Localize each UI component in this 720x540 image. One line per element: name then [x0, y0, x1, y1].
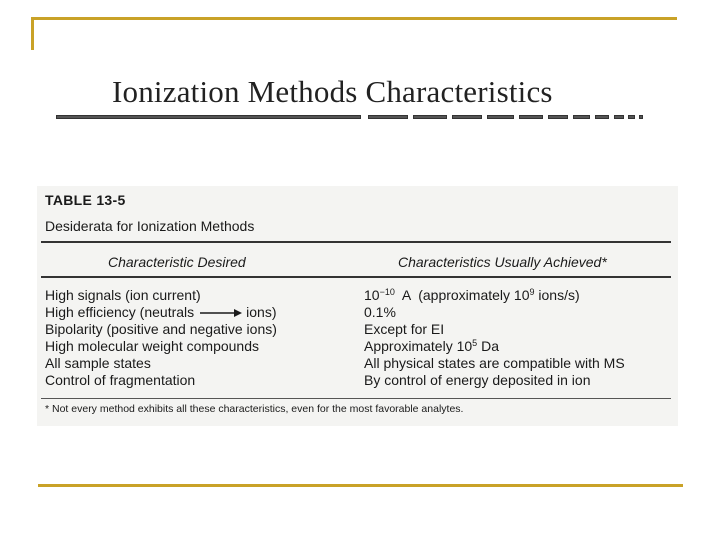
table-image [37, 186, 678, 426]
slide-title: Ionization Methods Characteristics [112, 74, 553, 109]
right-arrow-icon [200, 308, 242, 318]
achieved-cell: By control of energy deposited in ion [364, 372, 591, 388]
underline-segment [487, 115, 514, 119]
table-row [37, 304, 678, 321]
achieved-cell: Except for EI [364, 321, 445, 337]
underline-segment [548, 115, 568, 119]
underline-segment [573, 115, 590, 119]
table-row [37, 321, 678, 338]
achieved-cell: 0.1% [364, 304, 396, 320]
table-number: TABLE 13-5 [45, 192, 126, 208]
desired-cell: All sample states [45, 355, 151, 371]
underline-segment [595, 115, 609, 119]
table-row [37, 355, 678, 372]
table-row [37, 372, 678, 389]
desired-cell: High molecular weight compounds [45, 338, 259, 354]
bottom-rule [38, 484, 683, 487]
underline-segment [368, 115, 408, 119]
desired-cell: Control of fragmentation [45, 372, 196, 388]
title-underline [56, 114, 646, 122]
desired-cell: Bipolarity (positive and negative ions) [45, 321, 277, 337]
column-header-achieved: Characteristics Usually Achieved* [398, 254, 607, 270]
underline-segment [639, 115, 643, 119]
table-caption: Desiderata for Ionization Methods [45, 218, 255, 234]
underline-segment [614, 115, 624, 119]
achieved-cell: All physical states are compatible with MS [364, 355, 625, 371]
table-header-rule [41, 276, 671, 278]
underline-segment [519, 115, 543, 119]
desired-cell: High signals (ion current) [45, 287, 201, 303]
corner-rule-vertical [31, 17, 34, 50]
table-row [37, 287, 678, 304]
corner-rule-horizontal [31, 17, 677, 20]
desired-cell: High efficiency (neutrals ions) [45, 304, 277, 320]
underline-segment [413, 115, 447, 119]
achieved-cell: Approximately $10^5$ Da [364, 338, 499, 354]
table-footnote: * Not every method exhibits all these characteristics, even for the most favorable analytes. [45, 403, 464, 415]
table-top-rule [41, 241, 671, 243]
table-bottom-rule [41, 398, 671, 399]
underline-segment [452, 115, 482, 119]
underline-segment [56, 115, 361, 119]
underline-segment [628, 115, 635, 119]
table-row [37, 338, 678, 355]
achieved-cell: $10^{-10}$ A (approximately $10^9$ ions/s) [364, 287, 580, 303]
column-header-desired: Characteristic Desired [108, 254, 246, 270]
